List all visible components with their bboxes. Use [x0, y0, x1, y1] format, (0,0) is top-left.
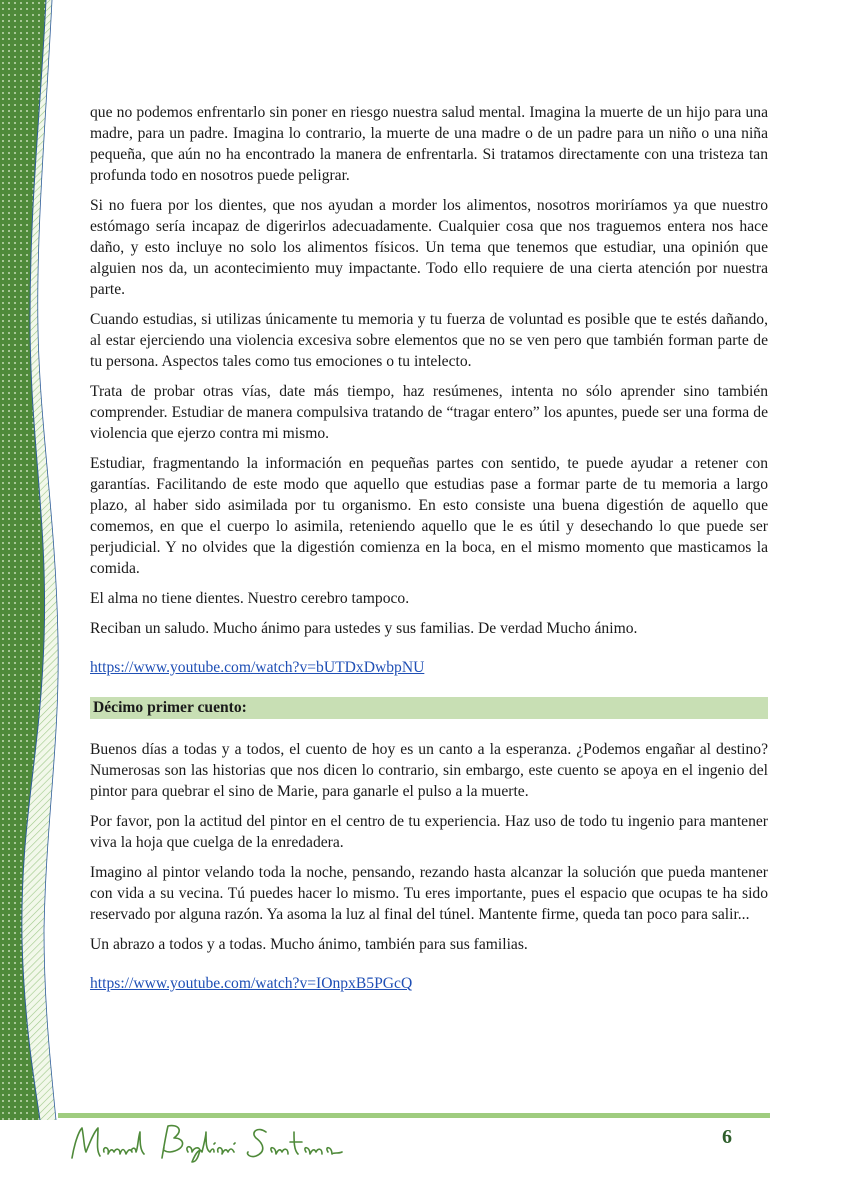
page-number: 6 [722, 1126, 732, 1148]
paragraph: Un abrazo a todos y a todas. Mucho ánimo, también para sus familias. [90, 936, 528, 953]
paragraph: Estudiar, fragmentando la información en pequeñas partes con sentido, te puede ayudar a retener con garantías. Facilitando de este modo que aquello que estudias pase a formar parte de tu memoria a largo plazo, al haber sido asimilada por tu organismo. En esto consiste una buena digestión de aquello que comemos, en que el cuerpo lo asimila, reteniendo aquello que le es útil y desechando lo que puede ser perjudicial. Y no olvides que la digestión comienza en la boca, en el mismo momento que masticamos la comida. [90, 455, 768, 577]
paragraph: Buenos días a todas y a todos, el cuento de hoy es un canto a la esperanza. ¿Podemos engañar al destino? Numerosas son las historias que nos dicen lo contrario, sin embargo, este cuento se apoya en el ingenio del pintor para quebrar el sino de Marie, para ganarle el pulso a la muerte. [90, 741, 768, 800]
link-paragraph [90, 973, 768, 994]
paragraph: Si no fuera por los dientes, que nos ayudan a morder los alimentos, nosotros moriríamos ya que nuestro estómago sería incapaz de digerirlos adecuadamente. Cualquier cosa que nos traguemos entera nos hace daño, y esto incluye no solo los alimentos físicos. Un tema que tenemos que estudiar, una opinión que alguien nos da, un acontecimiento muy impactante. Todo ello requiere de una cierta atención por nuestra parte. [90, 197, 768, 298]
paragraph: El alma no tiene dientes. Nuestro cerebro tampoco. [90, 590, 410, 607]
paragraph: Por favor, pon la actitud del pintor en el centro de tu experiencia. Haz uso de todo tu ingenio para mantener viva la hoja que cuelga de la enredadera. [90, 813, 768, 851]
paragraph: Cuando estudias, si utilizas únicamente tu memoria y tu fuerza de voluntad es posible que te estés dañando, al estar ejerciendo una violencia excesiva sobre elementos que no se ven pero que también forman parte de tu persona. Aspectos tales como tus emociones o tu intelecto. [90, 311, 768, 370]
youtube-link-2[interactable]: https://www.youtube.com/watch?v=IOnpxB5PGcQ [90, 975, 413, 992]
decorative-border [0, 0, 62, 1120]
paragraph: que no podemos enfrentarlo sin poner en riesgo nuestra salud mental. Imagina la muerte de un hijo para una madre, para un padre. Imagina lo contrario, la muerte de una madre o de un padre para un niño o una niña pequeña, que aún no ha encontrado la manera de enfrentarla. Si tratamos directamente con una tristeza tan profunda todo en nosotros puede peligrar. [90, 104, 768, 184]
signature-text: Manuel Bogliani Santana [66, 1118, 77, 1119]
link-paragraph [90, 657, 768, 678]
document-body [90, 102, 768, 1013]
paragraph: Reciban un saludo. Mucho ánimo para ustedes y sus familias. De verdad Mucho ánimo. [90, 620, 638, 637]
paragraph: Imagino al pintor velando toda la noche, pensando, rezando hasta alcanzar la solución que pueda mantener con vida a su vecina. Tú puedes hacer lo mismo. Tu eres importante, pues el espacio que ocupas te ha sido reservado por alguna razón. Ya asoma la luz al final del túnel. Mantente firme, queda tan poco para salir... [90, 864, 768, 923]
youtube-link-1[interactable]: https://www.youtube.com/watch?v=bUTDxDwbpNU [90, 659, 425, 676]
paragraph: Trata de probar otras vías, date más tiempo, haz resúmenes, intenta no sólo aprender sino también comprender. Estudiar de manera compulsiva tratando de “tragar entero” los apuntes, puede ser una forma de violencia que ejerzo contra mi mismo. [90, 383, 768, 442]
author-signature [66, 1118, 356, 1164]
section-heading: Décimo primer cuento: [90, 697, 768, 719]
